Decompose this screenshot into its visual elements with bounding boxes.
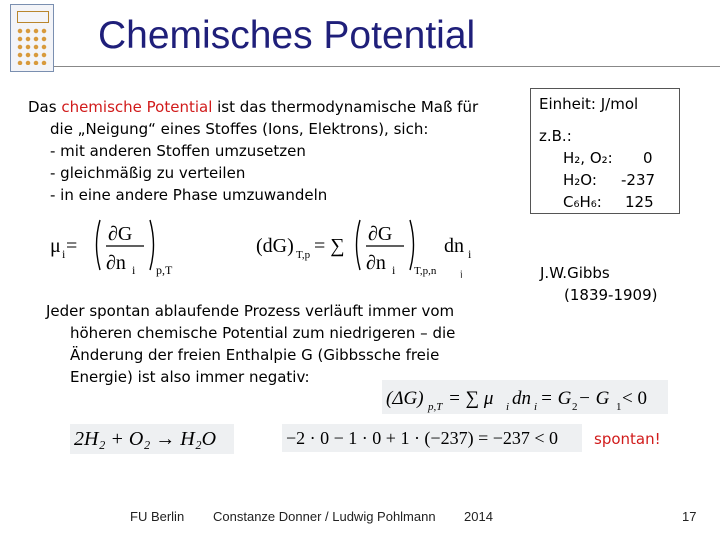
svg-text:∂n: ∂n bbox=[106, 252, 126, 274]
svg-text:= G: = G bbox=[540, 388, 572, 409]
svg-text:=: = bbox=[66, 235, 78, 257]
gibbs-sum-equation bbox=[382, 380, 668, 414]
svg-text:dn: dn bbox=[512, 388, 531, 409]
gibbs-differential-equation bbox=[256, 212, 516, 278]
spontaneous-process-text: Jeder spontan ablaufende Prozess verläuft immer vom höheren chemische Potential zum niedrigeren – die Änderung der freien Enthalpie G (Gibbssche freie Energie) ist also immer negativ: bbox=[46, 302, 456, 386]
university-logo-icon bbox=[10, 4, 54, 72]
slide-title: Chemisches Potential bbox=[98, 14, 476, 57]
bullet-item: - gleichmäßig zu verteilen bbox=[50, 164, 246, 182]
footer-year: 2014 bbox=[464, 509, 493, 524]
svg-text:2: 2 bbox=[572, 401, 578, 413]
svg-text:= ∑ μ: = ∑ μ bbox=[448, 388, 494, 409]
svg-text:i: i bbox=[392, 263, 396, 277]
potential-calculation: −2 · 0 − 1 · 0 + 1 · (−237) = −237 < 0 bbox=[282, 424, 582, 452]
intro-text: Das chemische Potential ist das thermodynamische Maß für die „Neigung“ eines Stoffes (Ions, Elektrons), sich: - mit anderen Stoffen umzusetzen - gleichmäßig zu verteilen - in eine andere Phase umzuwandeln bbox=[28, 96, 508, 206]
svg-text:(dG): (dG) bbox=[256, 235, 294, 257]
highlight-term: chemische Potential bbox=[61, 98, 213, 116]
gibbs-credit: J.W.Gibbs (1839-1909) bbox=[540, 264, 658, 304]
footer-authors: Constanze Donner / Ludwig Pohlmann bbox=[213, 509, 436, 524]
spontaneous-label: spontan! bbox=[594, 430, 661, 448]
svg-text:p,T: p,T bbox=[428, 401, 443, 413]
svg-text:i: i bbox=[534, 401, 538, 413]
unit-box: Einheit: J/mol z.B.: H₂, O₂: 0 H₂O: -237 C₆H₆: 125 bbox=[530, 88, 680, 214]
eq1-lhs: μ bbox=[50, 235, 61, 257]
svg-text:∂n: ∂n bbox=[366, 252, 386, 274]
footer-institution: FU Berlin bbox=[130, 509, 185, 524]
reaction-equation: 2H₂ + O₂ → H₂O bbox=[70, 424, 234, 454]
page-number: 17 bbox=[682, 509, 697, 524]
svg-text:< 0: < 0 bbox=[622, 388, 647, 409]
svg-text:p,T: p,T bbox=[156, 263, 173, 277]
svg-text:dn: dn bbox=[444, 235, 464, 257]
svg-text:i: i bbox=[506, 401, 510, 413]
svg-text:1: 1 bbox=[616, 401, 622, 413]
svg-text:i: i bbox=[62, 247, 66, 261]
svg-text:= ∑: = ∑ bbox=[314, 235, 345, 257]
title-underline bbox=[54, 66, 720, 67]
svg-text:j: j bbox=[460, 269, 463, 278]
bullet-item: - in eine andere Phase umzuwandeln bbox=[50, 186, 328, 204]
svg-text:T,p,n: T,p,n bbox=[414, 265, 437, 277]
svg-text:(ΔG): (ΔG) bbox=[386, 388, 424, 409]
chemical-potential-equation bbox=[48, 212, 228, 278]
svg-text:∂G: ∂G bbox=[368, 223, 393, 245]
svg-text:T,p: T,p bbox=[296, 249, 311, 261]
svg-text:i: i bbox=[132, 263, 136, 277]
svg-text:∂G: ∂G bbox=[108, 223, 133, 245]
svg-text:− G: − G bbox=[578, 388, 610, 409]
bullet-item: - mit anderen Stoffen umzusetzen bbox=[50, 142, 306, 160]
svg-text:i: i bbox=[468, 247, 472, 261]
